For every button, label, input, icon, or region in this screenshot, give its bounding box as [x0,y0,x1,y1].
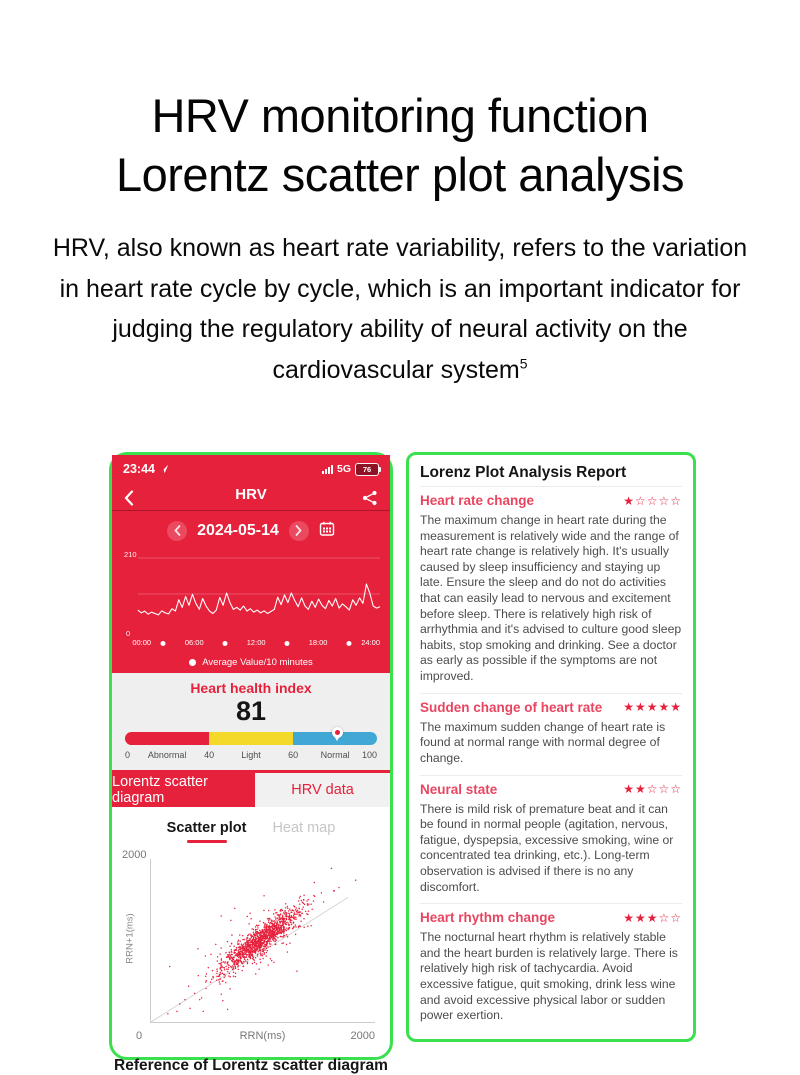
report-section-sudden-change [420,693,682,775]
page-title-line2: Lorentz scatter plot analysis [115,148,685,202]
x-tick: 00:00 [132,638,152,647]
scatter-x-max: 2000 [350,1030,375,1043]
subtab-scatter-plot[interactable]: Scatter plot [167,820,247,843]
status-time: 23:44 [123,462,155,476]
gauge-scale [125,750,377,762]
selected-date: 2024-05-14 [197,521,279,539]
section-heading: Sudden change of heart rate [420,699,603,715]
chart-legend [112,651,390,673]
location-arrow-icon [159,464,169,474]
star-rating: ★☆☆☆☆ [623,493,682,508]
gauge-marker-pin [332,727,343,738]
report-section-heart-rate-change [420,486,682,693]
section-body: The maximum change in heart rate during the measurement is relatively wide and the range of heart rate change is relatively high. It's usually caused by sleep insufficiency and staying up late. Ensure the sleep and do not do activities that can easily lead to nervous and excitement before sleep. There is relatively high risk of arrhythmia and it's advised to culture good sleep habits, stop smoking and drinking. See a doctor as early as possible if the symptoms are not improved. [420,513,682,684]
x-tick: 06:00 [184,638,204,647]
section-heading: Heart rhythm change [420,910,556,926]
section-heading: Neural state [420,781,498,797]
legend-dot-icon [189,659,196,666]
section-body: The maximum sudden change of heart rate is found at normal range with normal degree of change. [420,719,666,765]
star-rating: ★★★☆☆ [623,910,682,925]
scale-label: Light [241,750,261,761]
analysis-report-panel [406,452,696,1042]
index-value: 81 [235,696,267,726]
signal-bars-icon [322,465,333,474]
scale-label: 60 [288,750,299,761]
star-rating: ★★☆☆☆ [623,782,682,797]
view-tabs [112,770,390,807]
hrv-line-chart [122,550,380,636]
chevron-left-icon [174,525,181,536]
back-chevron-icon [124,490,134,506]
hrv-chart-ymax: 210 [124,550,137,559]
scale-label: Normal [320,750,350,761]
share-button[interactable] [362,486,378,517]
report-title: Lorenz Plot Analysis Report [420,464,627,481]
app-title: HRV [235,486,267,503]
battery-icon [355,463,379,476]
hrv-chart-canvas [122,550,380,636]
footnote-marker: 5 [519,355,528,372]
scatter-canvas [151,859,375,1022]
scatter-plot-box [150,859,375,1023]
scatter-y-label: RRN+1(ms) [124,913,136,964]
active-tab-underline [187,840,227,843]
report-section-heart-rhythm-change [420,903,682,1032]
scatter-x-label: RRN(ms) [239,1030,286,1043]
gauge-zone-light [209,732,293,745]
network-type: 5G [336,463,351,475]
page-title [0,0,800,204]
status-bar [112,455,390,479]
subtab-heat-map[interactable]: Heat map [272,820,336,837]
date-selector [112,511,390,550]
app-header [112,479,390,511]
phone-screenshot [109,452,393,1075]
page-subtitle: HRV, also known as heart rate variability, refers to the variation in heart rate cycle by cycle, which is an important indicator for judging the regulatory ability of neural activity on the cardiovascular system$^5$ [52,234,748,384]
back-button[interactable] [124,486,134,517]
calendar-button[interactable] [319,521,335,541]
heart-health-index-panel [112,673,390,770]
phone-caption: Reference of Lorentz scatter diagram [114,1057,388,1075]
hrv-chart-x-axis [122,638,380,651]
scatter-y-max: 2000 [122,849,147,862]
scale-label: 40 [204,750,215,761]
legend-label: Average Value/10 minutes [202,656,313,668]
x-tick: 24:00 [361,638,380,647]
index-title: Heart health index [190,680,312,696]
tab-lorentz-scatter-diagram[interactable]: Lorentz scatter diagram [112,773,255,807]
x-tick: 12:00 [246,638,266,647]
prev-day-button[interactable] [167,521,187,541]
plot-subtabs [112,820,390,843]
calendar-icon [319,521,335,536]
report-section-neural-state [420,775,682,904]
scale-label: 100 [361,750,377,761]
tab-hrv-data[interactable]: HRV data [255,773,390,807]
chevron-right-icon [295,525,302,536]
hrv-chart-ymin: 0 [126,629,131,638]
share-icon [362,490,378,506]
scale-label: 0 [125,750,131,761]
next-day-button[interactable] [289,521,309,541]
health-gauge [125,732,377,745]
lorentz-scatter-plot [118,849,378,1045]
gauge-zone-abnormal [125,732,209,745]
scatter-x-axis [136,1030,375,1045]
star-rating: ★★★★★ [623,700,682,715]
page-title-line1: HRV monitoring function [151,89,649,142]
battery-level: 76 [362,464,372,474]
scatter-x-min: 0 [136,1030,143,1043]
section-heading: Heart rate change [420,493,535,508]
x-tick: 18:00 [308,638,328,647]
scale-label: Abnormal [147,750,187,761]
section-body: There is mild risk of premature beat and it can be found in normal people (agitation, nervous, fatigue, dyspepsia, excessive smoking, wine or concentrated tea drinking, etc.). Long-term observation is advised if there is no any discomfort. [420,801,674,894]
section-body: The nocturnal heart rhythm is relatively stable and the heart burden is relatively large. There is relatively high risk of tachycardia. Avoid excessive fatigue, quit smoking, drink less wine and avoid excessive physical labor or sudden power exertion. [420,930,678,1023]
